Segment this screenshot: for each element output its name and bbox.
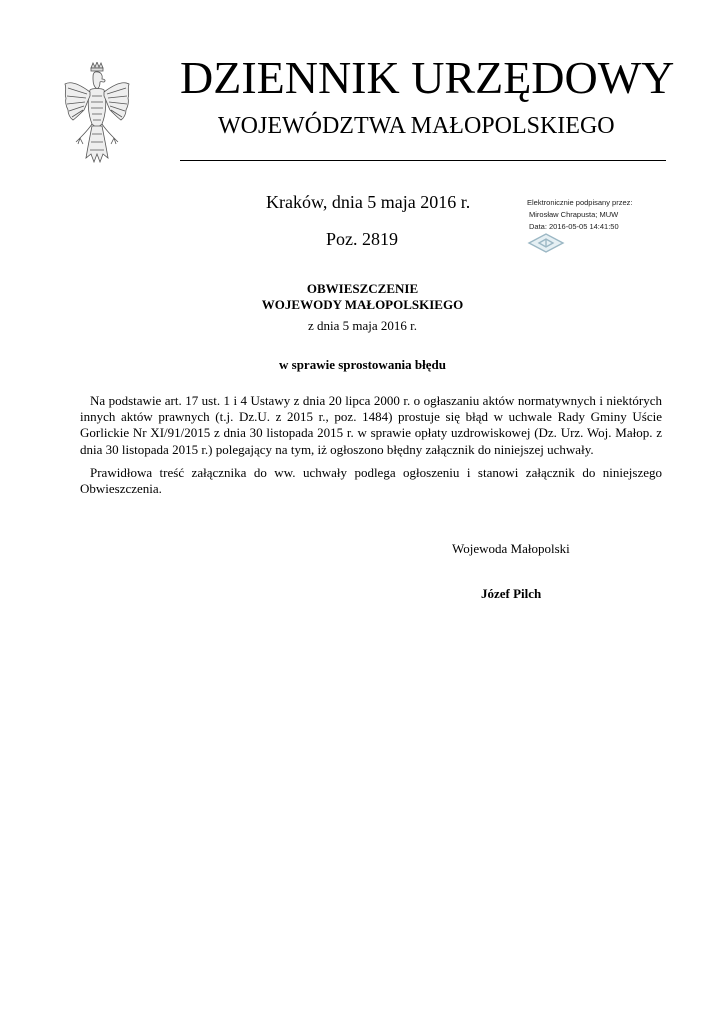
publication-title: DZIENNIK URZĘDOWY — [180, 52, 675, 103]
header-divider — [180, 160, 666, 161]
polish-eagle-emblem-icon — [62, 62, 132, 164]
document-type: OBWIESZCZENIE — [306, 281, 419, 296]
body-paragraph: Prawidłowa treść załącznika do ww. uchwały podlega ogłoszeniu i stanowi załącznik do niniejszego Obwieszczenia. — [80, 465, 662, 497]
signature-stamp-icon — [527, 232, 565, 254]
document-authority: WOJEWODY MAŁOPOLSKIEGO — [261, 297, 464, 312]
signature-signer: Mirosław Chrapusta; MUW — [529, 210, 619, 219]
body-paragraph: Na podstawie art. 17 ust. 1 i 4 Ustawy z dnia 20 lipca 2000 r. o ogłaszaniu aktów normatywnych i niektórych innych aktów prawnych (t.j. Dz.U. z 2015 r., poz. 1484) prostuje się błąd w uchwale Rady Gminy Uście Gorlickie Nr XI/91/2015 z dnia 30 listopada 2015 r. w sprawie opłaty uzdrowiskowej (Dz. Urz. Woj. Małop. z dnia 30 listopada 2015 r.) polegający na tym, iż ogłoszono błędny załącznik do niniejszej uchwały. — [80, 393, 662, 457]
position-number: Poz. 2819 — [326, 229, 398, 249]
signer-role: Wojewoda Małopolski — [452, 541, 570, 556]
publication-subtitle: WOJEWÓDZTWA MAŁOPOLSKIEGO — [218, 113, 615, 139]
signature-label: Elektronicznie podpisany przez: — [527, 198, 633, 207]
place-and-date: Kraków, dnia 5 maja 2016 r. — [266, 192, 471, 212]
document-date: z dnia 5 maja 2016 r. — [307, 318, 418, 333]
signature-date: Data: 2016-05-05 14:41:50 — [529, 222, 619, 231]
document-subject: w sprawie sprostowania błędu — [279, 357, 446, 372]
signer-name: Józef Pilch — [481, 586, 542, 601]
